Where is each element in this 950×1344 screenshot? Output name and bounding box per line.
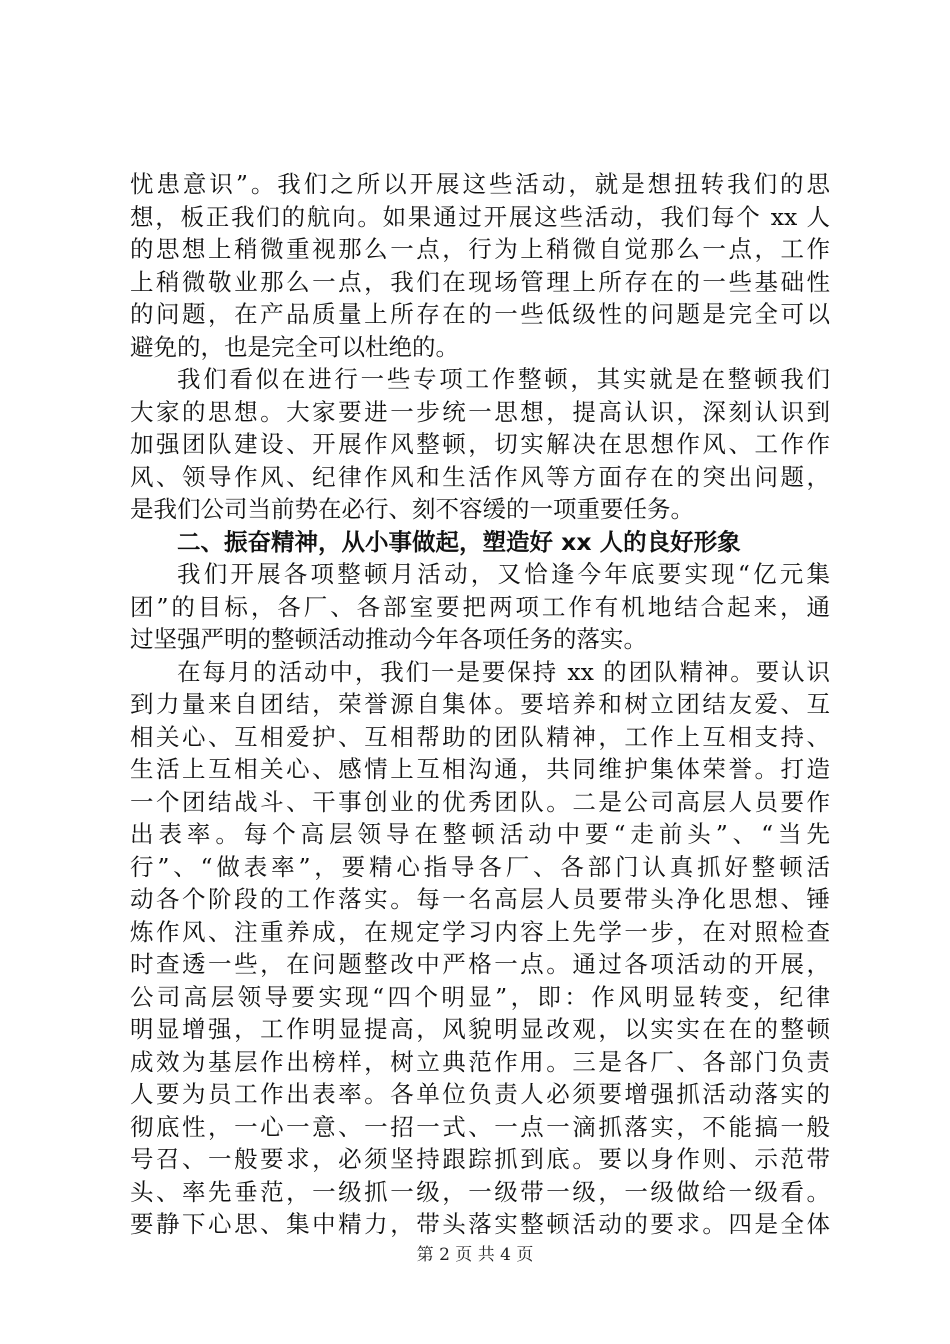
text-line: 生活上互相关心、感情上互相沟通，共同维护集体荣誉。打造 bbox=[130, 755, 830, 783]
text-line: 团”的目标，各厂、各部室要把两项工作有机地结合起来，通 bbox=[130, 592, 830, 621]
text-line: 头、率先垂范，一级抓一级，一级带一级，一级做给一级看。 bbox=[130, 1177, 830, 1206]
text-line: 到力量来自团结，荣誉源自集体。要培养和树立团结友爱、互 bbox=[130, 690, 830, 718]
text-line: 风、领导作风、纪律作风和生活作风等方面存在的突出问题， bbox=[130, 462, 830, 491]
text-line: 的思想上稍微重视那么一点，行为上稍微自觉那么一点，工作 bbox=[130, 235, 830, 263]
text-line: 炼作风、注重养成，在规定学习内容上先学一步，在对照检查 bbox=[130, 917, 830, 946]
paragraph bbox=[130, 558, 830, 656]
text-line: 明显增强，工作明显提高，风貌明显改观，以实实在在的整顿 bbox=[130, 1015, 830, 1043]
text-line: 过坚强严明的整顿活动推动今年各项任务的落实。 bbox=[130, 625, 647, 653]
text-line: 一个团结战斗、干事创业的优秀团队。二是公司高层人员要作 bbox=[130, 787, 830, 816]
text-line: 成效为基层作出榜样，树立典范作用。三是各厂、各部门负责 bbox=[130, 1047, 830, 1076]
text-line: 人要为员工作出表率。各单位负责人必须要增强抓活动落实的 bbox=[130, 1080, 830, 1108]
text-line: 忧患意识”。我们之所以开展这些活动，就是想扭转我们的思 bbox=[130, 170, 830, 198]
text-line: 是我们公司当前势在必行、刻不容缓的一项重要任务。 bbox=[130, 495, 694, 523]
page-footer: 第 2 页 共 4 页 bbox=[416, 1245, 534, 1265]
text-line: 上稍微敬业那么一点，我们在现场管理上所存在的一些基础性 bbox=[130, 267, 830, 296]
section-heading: 二、振奋精神，从小事做起，塑造好 xx 人的良好形象 bbox=[177, 527, 741, 556]
text-line: 行”、“做表率”，要精心指导各厂、各部门认真抓好整顿活 bbox=[130, 852, 830, 881]
text-line: 时查透一些，在问题整改中严格一点。通过各项活动的开展， bbox=[130, 950, 830, 978]
text-line: 相关心、互相爱护、互相帮助的团队精神，工作上互相支持、 bbox=[130, 722, 830, 751]
text-line: 出表率。每个高层领导在整顿活动中要“走前头”、“当先 bbox=[130, 820, 830, 848]
paragraph bbox=[130, 363, 830, 526]
text-line: 在每月的活动中，我们一是要保持 xx 的团队精神。要认识 bbox=[177, 657, 830, 686]
text-line: 号召、一般要求，必须坚持跟踪抓到底。要以身作则、示范带 bbox=[130, 1145, 830, 1173]
text-line: 我们开展各项整顿月活动，又恰逢今年底要实现“亿元集 bbox=[177, 560, 830, 588]
text-line: 的问题，在产品质量上所存在的一些低级性的问题是完全可以 bbox=[130, 300, 830, 328]
paragraph bbox=[130, 656, 830, 1241]
document-body bbox=[130, 168, 830, 1241]
text-line: 想，板正我们的航向。如果通过开展这些活动，我们每个 xx 人 bbox=[130, 202, 830, 231]
text-line: 加强团队建设、开展作风整顿，切实解决在思想作风、工作作 bbox=[130, 430, 830, 458]
paragraph bbox=[130, 168, 830, 363]
text-line: 彻底性，一心一意、一招一式、一点一滴抓落实，不能搞一般 bbox=[130, 1112, 830, 1141]
text-line: 动各个阶段的工作落实。每一名高层人员要带头净化思想、锤 bbox=[130, 885, 830, 913]
text-line: 我们看似在进行一些专项工作整顿，其实就是在整顿我们 bbox=[177, 365, 830, 393]
text-line: 公司高层领导要实现“四个明显”，即：作风明显转变，纪律 bbox=[130, 982, 830, 1011]
text-line: 要静下心思、集中精力，带头落实整顿活动的要求。四是全体 bbox=[130, 1210, 830, 1238]
text-line: 大家的思想。大家要进一步统一思想，提高认识，深刻认识到 bbox=[130, 397, 830, 426]
text-line: 避免的，也是完全可以杜绝的。 bbox=[130, 332, 459, 361]
